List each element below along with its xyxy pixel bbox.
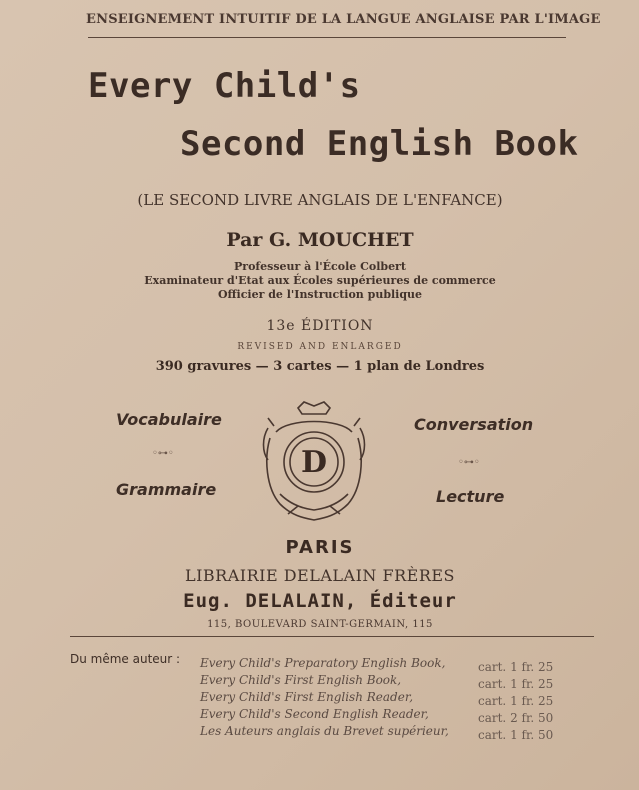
book-title: Every Child's First English Book, bbox=[200, 673, 402, 687]
topic-lecture: Lecture bbox=[436, 487, 505, 506]
book-title: Every Child's First English Reader, bbox=[200, 690, 414, 704]
title-line-2: Second English Book bbox=[180, 124, 579, 164]
ornament-icon: ◦⊶◦ bbox=[152, 448, 174, 459]
credential-line: Professeur à l'École Colbert bbox=[234, 260, 406, 273]
topic-grammaire: Grammaire bbox=[116, 480, 217, 499]
book-title: Every Child's Second English Reader, bbox=[200, 707, 429, 721]
book-title: Every Child's Preparatory English Book, bbox=[200, 656, 446, 670]
header-rule bbox=[88, 37, 566, 38]
publisher-emblem-icon bbox=[258, 398, 370, 524]
footer-rule bbox=[70, 636, 594, 637]
book-price: cart. 1 fr. 50 bbox=[478, 728, 554, 742]
edition: 13e ÉDITION bbox=[266, 318, 374, 334]
topic-vocabulaire: Vocabulaire bbox=[116, 410, 222, 429]
book-price: cart. 1 fr. 25 bbox=[478, 677, 554, 691]
revised-note: REVISED AND ENLARGED bbox=[237, 342, 403, 352]
credential-line: Examinateur d'Etat aux Écoles supérieures de commerce bbox=[144, 274, 496, 287]
city: PARIS bbox=[285, 537, 355, 558]
subtitle: (LE SECOND LIVRE ANGLAIS DE L'ENFANCE) bbox=[137, 191, 503, 209]
same-author-label: Du même auteur : bbox=[70, 652, 181, 666]
credential-line: Officier de l'Instruction publique bbox=[217, 288, 423, 301]
book-title: Les Auteurs anglais du Brevet supérieur, bbox=[200, 724, 449, 738]
author: Par G. MOUCHET bbox=[226, 229, 414, 251]
illustrations-count: 390 gravures — 3 cartes — 1 plan de Londres bbox=[155, 359, 485, 374]
editor: Eug. DELALAIN, Éditeur bbox=[183, 590, 457, 612]
publisher: LIBRAIRIE DELALAIN FRÈRES bbox=[184, 566, 456, 585]
series-header: ENSEIGNEMENT INTUITIF DE LA LANGUE ANGLAISE PAR L'IMAGE bbox=[86, 12, 601, 27]
book-price: cart. 1 fr. 25 bbox=[478, 694, 554, 708]
book-price: cart. 2 fr. 50 bbox=[478, 711, 554, 725]
topic-conversation: Conversation bbox=[414, 415, 534, 434]
title-line-1: Every Child's bbox=[88, 66, 361, 106]
ornament-icon: ◦⊶◦ bbox=[458, 457, 480, 468]
address: 115, BOULEVARD SAINT-GERMAIN, 115 bbox=[207, 619, 433, 630]
book-price: cart. 1 fr. 25 bbox=[478, 660, 554, 674]
emblem-letter: D bbox=[300, 445, 328, 480]
